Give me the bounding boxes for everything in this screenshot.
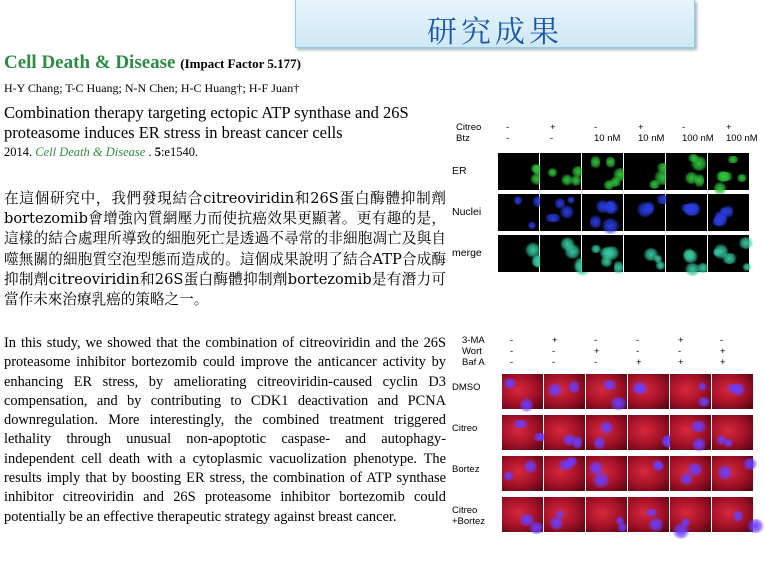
cell-blob — [606, 155, 615, 169]
cell-blob — [569, 379, 579, 394]
slide-title-box — [295, 0, 695, 48]
fig1-header-value: 10 nM — [638, 133, 665, 144]
fig2-micrograph — [544, 456, 585, 491]
cell-blob — [648, 517, 664, 532]
fig1-micrograph — [666, 194, 707, 231]
cell-blob — [591, 154, 600, 170]
cell-blob — [511, 420, 529, 428]
fig2-header-value: - — [636, 335, 640, 346]
fig2-micrograph — [670, 415, 711, 450]
fig2-header-value: - — [552, 346, 556, 357]
citation-year: 2014. — [4, 145, 33, 159]
fig1-micrograph — [708, 153, 749, 190]
fig2-micrograph — [712, 374, 753, 409]
fig2-micrograph — [628, 497, 669, 532]
fig2-header-value: - — [552, 357, 556, 368]
fig2-header-value: + — [636, 357, 642, 368]
fig1-row-label: merge — [452, 247, 482, 259]
cell-blob — [715, 172, 735, 180]
paper-title: Combination therapy targeting ectopic ATP synthase and 26S proteasome induces ER stress in breast cancer cells — [4, 103, 409, 142]
fig2-header-value: + — [720, 346, 726, 357]
fig1-header-label: Citreo — [456, 122, 482, 133]
fig2-header-value: - — [510, 346, 514, 357]
cell-blob — [721, 253, 738, 264]
fig2-micrograph — [502, 415, 543, 450]
cell-blob — [614, 259, 623, 276]
cell-blob — [632, 381, 645, 395]
cell-blob — [590, 214, 600, 231]
cell-blob — [733, 509, 742, 523]
fig1-micrograph — [624, 194, 665, 231]
fig2-micrograph — [502, 456, 543, 491]
fig2-header-value: - — [594, 335, 598, 346]
fig2-micrograph — [670, 374, 711, 409]
cell-blob — [645, 200, 654, 216]
citation-separator: . — [148, 145, 152, 159]
fig1-micrograph — [582, 153, 623, 190]
fig2-micrograph — [712, 456, 753, 491]
fig2-micrograph — [544, 497, 585, 532]
cell-blob — [528, 221, 536, 230]
fig2-micrograph — [502, 374, 543, 409]
fig1-header-value: - — [550, 133, 554, 144]
cell-blob — [603, 180, 615, 190]
fig2-header-value: + — [678, 357, 684, 368]
cell-blob — [730, 383, 746, 396]
fig2-header-value: - — [720, 335, 724, 346]
fig1-micrograph — [666, 235, 707, 272]
cell-blob — [689, 421, 709, 433]
fig2-header-value: + — [720, 357, 726, 368]
fig2-header-label: Wort — [462, 346, 482, 357]
fig2-header-value: - — [678, 346, 682, 357]
cell-blob — [520, 397, 533, 413]
fig2-header-value: + — [552, 335, 558, 346]
cell-blob — [738, 237, 754, 249]
journal-heading — [4, 52, 301, 74]
fig2-header-value: + — [678, 335, 684, 346]
cell-blob — [600, 420, 613, 435]
cell-blob — [601, 218, 619, 234]
cell-blob — [698, 382, 707, 391]
fig1-row-label: ER — [452, 165, 467, 177]
fig2-header-value: - — [510, 335, 514, 346]
citation-pages: :e1540. — [160, 145, 199, 159]
fig1-row-label: Nuclei — [452, 206, 482, 218]
cell-blob — [601, 380, 619, 390]
fig2-micrograph — [586, 374, 627, 409]
fig1-micrograph — [540, 235, 581, 272]
fig2-micrograph — [628, 456, 669, 491]
fig1-header-value: + — [638, 122, 644, 133]
cell-blob — [683, 248, 695, 261]
fig2-micrograph — [670, 497, 711, 532]
fig2-header-value: - — [636, 346, 640, 357]
fig1-micrograph — [498, 194, 539, 231]
figure-immunofluorescence — [450, 122, 758, 280]
cell-blob — [550, 515, 563, 531]
cell-blob — [742, 458, 758, 470]
fig1-micrograph — [624, 235, 665, 272]
fig1-header-value: 10 nM — [594, 133, 621, 144]
fig1-micrograph — [582, 235, 623, 272]
cell-blob — [726, 156, 739, 163]
fig2-header-value: - — [510, 357, 514, 368]
cell-blob — [654, 462, 665, 470]
fig1-micrograph — [498, 153, 539, 190]
fig2-micrograph — [502, 497, 543, 532]
fig1-micrograph — [540, 194, 581, 231]
slide-title: 研究成果 — [427, 15, 563, 50]
cell-blob — [684, 263, 701, 277]
cell-blob — [588, 461, 603, 475]
fig1-header-value: 100 nM — [682, 133, 714, 144]
fig2-header-value: + — [594, 346, 600, 357]
cell-blob — [503, 471, 514, 481]
cell-blob — [724, 438, 733, 448]
cell-blob — [556, 460, 576, 469]
cell-blob — [602, 201, 620, 214]
fig1-header-value: 100 nM — [726, 133, 758, 144]
citation-journal: Cell Death & Disease — [35, 145, 146, 159]
abstract-chinese: 在這個研究中，我們發現結合citreoviridin和26S蛋白酶體抑制劑bortezomib會增強內質網壓力而使抗癌效果更顯著。更有趣的是，這樣的結合處理所導致的細胞死亡是透過不尋常的非細胞凋亡及與自噬無關的細胞質空泡型態而造成的。這個成果說明了結合ATP合成酶抑制劑citreoviridin和26S蛋白酶體抑制劑bortezomib是有潛力可當作未來治療乳癌的策略之一。 — [4, 190, 446, 309]
cell-blob — [742, 263, 753, 272]
cell-blob — [514, 195, 522, 206]
fig2-header-label: 3-MA — [462, 335, 485, 346]
cell-blob — [564, 244, 580, 259]
cell-blob — [547, 383, 563, 397]
fig1-micrograph — [498, 235, 539, 272]
cell-blob — [600, 256, 613, 267]
cell-blob — [680, 518, 691, 527]
cell-blob — [525, 242, 541, 258]
cell-blob — [570, 175, 583, 186]
fig2-row-label: Citreo — [452, 423, 478, 434]
fig2-micrograph — [544, 374, 585, 409]
fig1-micrograph — [540, 153, 581, 190]
fig2-header-label: Baf A — [462, 357, 485, 368]
fig1-header-value: - — [682, 122, 686, 133]
journal-name: Cell Death & Disease — [4, 52, 176, 73]
fig2-micrograph — [544, 415, 585, 450]
cell-blob — [648, 180, 661, 189]
fig2-micrograph — [586, 497, 627, 532]
cell-blob — [736, 174, 748, 182]
cell-blob — [692, 437, 705, 452]
cell-blob — [594, 435, 604, 452]
cell-blob — [609, 397, 629, 410]
abstract-english: In this study, we showed that the combination of citreoviridin and the 26S proteasome inhibitor bortezomib could improve the anticancer activity by enhancing ER stress, by ameliorating citreoviridin-caused cyclin D3 compensation, and by contributing to CDK1 deactivation and PCNA downregulation. More interestingly, the combined treatment triggered lethality through unusual non-apoptotic caspase- and autophagy-independent cell death with a cytoplasmic vacuolization phenotype. The results imply that by boosting ER stress, the combination of ATP synthase inhibitor citreoviridin and 26S proteasome inhibitor bortezomib could potentially be an effective therapeutic strategy against breast cancer. — [4, 335, 446, 525]
cell-blob — [686, 202, 701, 216]
cell-blob — [567, 196, 576, 204]
cell-blob — [697, 397, 711, 407]
impact-factor: (Impact Factor 5.177) — [180, 56, 301, 71]
fig1-header-value: - — [594, 122, 598, 133]
cell-blob — [524, 459, 536, 474]
fig2-micrograph — [586, 415, 627, 450]
fig1-header-value: + — [550, 122, 556, 133]
cell-blob — [746, 519, 765, 533]
fig1-header-value: + — [726, 122, 732, 133]
fig2-row-label: DMSO — [452, 382, 481, 393]
fig2-micrograph — [712, 497, 753, 532]
fig1-micrograph — [708, 194, 749, 231]
fig2-micrograph — [586, 456, 627, 491]
citation — [4, 145, 198, 160]
cell-blob — [503, 378, 518, 389]
cell-blob — [644, 509, 659, 516]
fig1-header-value: - — [506, 133, 510, 144]
fig1-header-value: - — [506, 122, 510, 133]
fig1-micrograph — [582, 194, 623, 231]
fig1-micrograph — [624, 153, 665, 190]
fig2-micrograph — [628, 415, 669, 450]
author-list: H-Y Chang; T-C Huang; N-N Chen; H-C Huang†; H-F Juan† — [4, 81, 300, 95]
figure-cell-morphology — [450, 335, 750, 535]
fig1-micrograph — [666, 153, 707, 190]
cell-blob — [718, 464, 732, 481]
fig2-row-label: Citreo +Bortez — [452, 505, 486, 527]
fig2-micrograph — [670, 456, 711, 491]
cell-blob — [547, 168, 558, 177]
fig2-header-value: - — [594, 357, 598, 368]
cell-blob — [686, 463, 704, 475]
fig2-micrograph — [712, 415, 753, 450]
fig2-row-label: Bortez — [452, 464, 480, 475]
fig1-micrograph — [708, 235, 749, 272]
citation-volume: 5 — [154, 145, 161, 159]
fig2-micrograph — [628, 374, 669, 409]
cell-blob — [518, 514, 535, 526]
fig1-header-label: Btz — [456, 133, 470, 144]
cell-blob — [543, 214, 563, 222]
cell-blob — [690, 156, 708, 171]
